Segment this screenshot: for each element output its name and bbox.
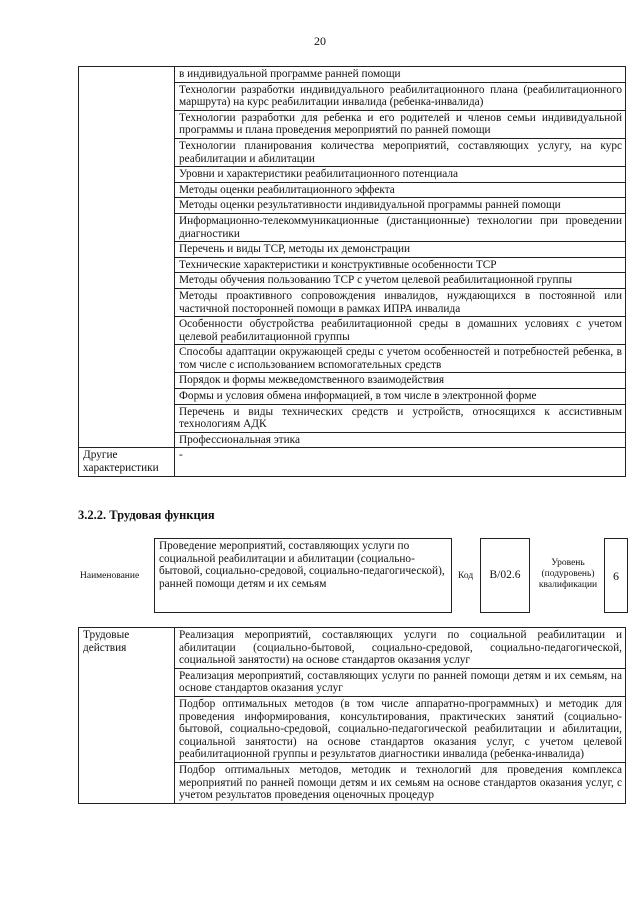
function-code-label: Код bbox=[458, 571, 474, 581]
knowledge-item: Перечень и виды технических средств и устройств, относящихся к ассистивным технологиям АДК bbox=[175, 404, 626, 432]
knowledge-item: Особенности обустройства реабилитационной среды в домашних условиях с учетом целевой реабилитационной группы bbox=[175, 317, 626, 345]
labor-actions-label: Трудовые действия bbox=[79, 628, 175, 804]
knowledge-table bbox=[78, 66, 626, 477]
knowledge-item: Методы оценки реабилитационного эффекта bbox=[175, 182, 626, 198]
knowledge-item: Уровни и характеристики реабилитационного потенциала bbox=[175, 167, 626, 183]
knowledge-item: Способы адаптации окружающей среды с учетом особенностей и потребностей ребенка, в том числе с использованием вспомогательных средств bbox=[175, 345, 626, 373]
table-row bbox=[79, 628, 626, 669]
knowledge-item: Методы обучения пользованию ТСР с учетом целевой реабилитационной группы bbox=[175, 273, 626, 289]
knowledge-label-cell bbox=[79, 67, 175, 448]
other-characteristics-value: - bbox=[175, 448, 626, 476]
knowledge-item: Формы и условия обмена информацией, в том числе в электронной форме bbox=[175, 389, 626, 405]
function-name-label: Наименование bbox=[80, 571, 140, 581]
knowledge-item: Технологии разработки для ребенка и его родителей и членов семьи индивидуальной программы и плана проведения мероприятий по ранней помощи bbox=[175, 110, 626, 138]
qualification-level-value: 6 bbox=[604, 538, 628, 613]
knowledge-item: Технологии разработки индивидуального реабилитационного плана (реабилитационного маршрута) на курс реабилитации инвалида (ребенка-инвалида) bbox=[175, 82, 626, 110]
knowledge-item: Перечень и виды ТСР, методы их демонстрации bbox=[175, 242, 626, 258]
knowledge-item: Технические характеристики и конструктивные особенности ТСР bbox=[175, 257, 626, 273]
qualification-level-label: Уровень (подуровень) квалификации bbox=[538, 558, 598, 590]
section-heading: 3.2.2. Трудовая функция bbox=[78, 508, 215, 522]
knowledge-item: Профессиональная этика bbox=[175, 432, 626, 448]
function-name-value: Проведение мероприятий, составляющих услуги по социальной реабилитации и абилитации (социально-бытовой, социально-средовой, социально-педагогической), ранней помощи детям и их семьям bbox=[154, 538, 452, 613]
labor-action-item: Реализация мероприятий, составляющих услуги по ранней помощи детям и их семьям, на основе стандартов оказания услуг bbox=[175, 668, 626, 696]
knowledge-item: Информационно-телекоммуникационные (дистанционные) технологии при проведении диагностики bbox=[175, 213, 626, 241]
labor-action-item: Подбор оптимальных методов (в том числе аппаратно-программных) и методик для проведения информирования, консультирования, практических занятий (социально-бытовой, социально-средовой, социально-педагогической реабилитации и абилитации, социальной занятости) на основе стандартов оказания услуг, с учетом целевой реабилитационной группы и результатов диагностики инвалида (ребенка-инвалида) bbox=[175, 696, 626, 762]
page-number: 20 bbox=[314, 34, 326, 48]
table-row bbox=[79, 67, 626, 83]
table-row bbox=[79, 448, 626, 476]
knowledge-item: Порядок и формы межведомственного взаимодействия bbox=[175, 373, 626, 389]
knowledge-item: Технологии планирования количества мероприятий, составляющих услугу, на курс реабилитации и абилитации bbox=[175, 138, 626, 166]
knowledge-item: Методы проактивного сопровождения инвалидов, нуждающихся в постоянной или частичной посторонней помощи в рамках ИПРА инвалида bbox=[175, 288, 626, 316]
knowledge-item: Методы оценки результативности индивидуальной программы ранней помощи bbox=[175, 198, 626, 214]
labor-actions-table bbox=[78, 627, 626, 804]
labor-action-item: Реализация мероприятий, составляющих услуги по социальной реабилитации и абилитации (социально-бытовой, социально-средовой, социально-педагогической, социальной занятости) на основе стандартов оказания услуг bbox=[175, 628, 626, 669]
labor-action-item: Подбор оптимальных методов, методик и технологий для проведения комплекса мероприятий по ранней помощи детям и их семьям на основе стандартов оказания услуг, с учетом результатов проведения оценочных процедур bbox=[175, 762, 626, 803]
function-code-value: B/02.6 bbox=[480, 538, 530, 613]
knowledge-item: в индивидуальной программе ранней помощи bbox=[175, 67, 626, 83]
other-characteristics-label: Другие характеристики bbox=[79, 448, 175, 476]
